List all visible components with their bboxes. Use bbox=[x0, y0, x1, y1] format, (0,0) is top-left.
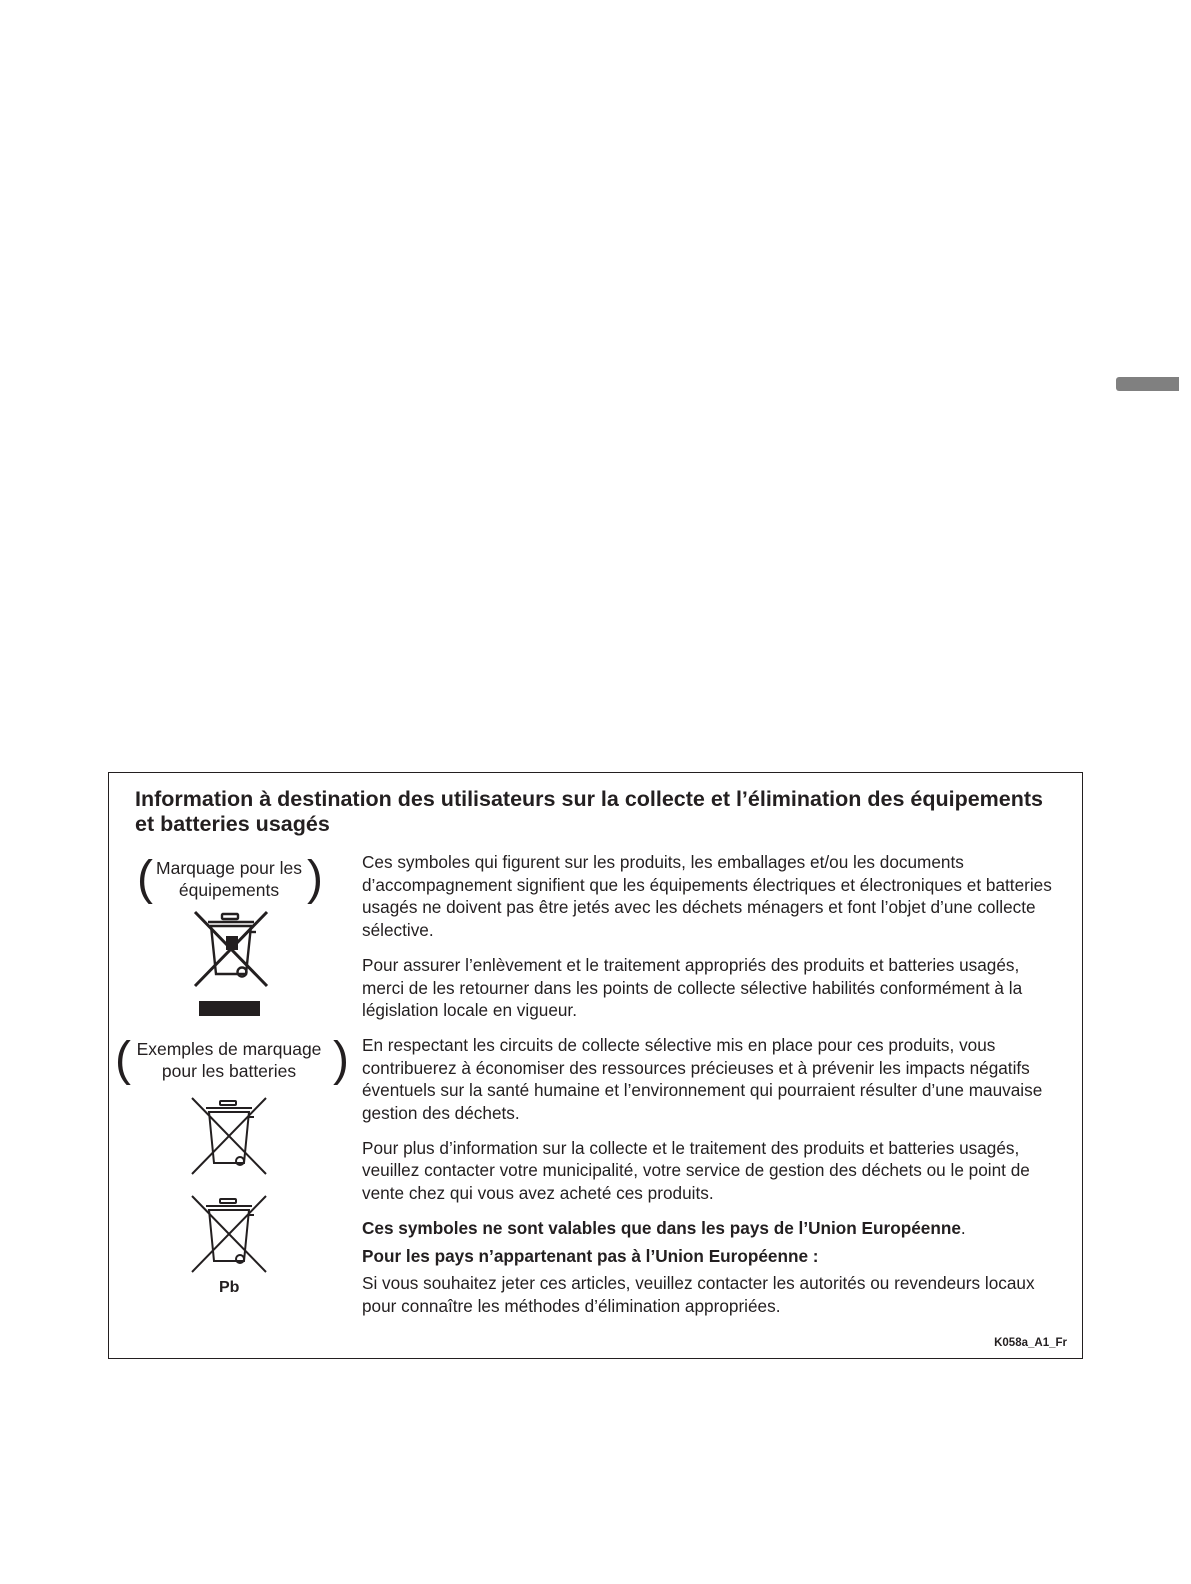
paragraph-symbols: Ces symboles qui figurent sur les produits, les emballages et/ou les documents d’accompagnement signifient que les équipements électriques et électroniques et batteries usagés ne doivent pas être jetés avec les déchets ménagers et font l’objet d’une collecte sélective. bbox=[362, 852, 1052, 941]
separate-collection-bar bbox=[199, 1001, 260, 1016]
weee-notice-box bbox=[108, 772, 1083, 1359]
eu-only-period: . bbox=[960, 1217, 966, 1238]
paragraph-disposal: Pour assurer l’enlèvement et le traitement appropriés des produits et batteries usagés, merci de les retourner dans les points de collecte sélective habilités conformément à la législation locale en vigueur. bbox=[362, 954, 1023, 1021]
close-paren-icon: ) bbox=[307, 852, 323, 905]
crossed-bin-pb-icon bbox=[189, 1193, 269, 1275]
crossed-bin-icon bbox=[191, 908, 271, 990]
section-tab bbox=[1116, 377, 1179, 391]
non-eu-text: Si vous souhaitez jeter ces articles, veuillez contacter les autorités ou revendeurs locaux pour connaître les méthodes d’élimination appropriées. bbox=[362, 1273, 1035, 1316]
symbols-column bbox=[109, 773, 359, 1358]
non-eu-heading: Pour les pays n’appartenant pas à l’Union Européenne : bbox=[362, 1245, 819, 1266]
battery-caption-text: Exemples de marquage pour les batteries bbox=[136, 1039, 322, 1081]
paragraph-benefits: En respectant les circuits de collecte sélective mis en place pour ces produits, vous contribuerez à économiser des ressources précieuses et à prévenir les impacts négatifs éventuels sur la santé humaine et l’environnement qui pourraient résulter d’une mauvaise gestion des déchets. bbox=[362, 1034, 1043, 1124]
close-paren-icon: ) bbox=[333, 1033, 349, 1086]
open-paren-icon: ( bbox=[137, 852, 153, 905]
pb-label: Pb bbox=[219, 1279, 240, 1296]
notice-title: Information à destination des utilisateurs sur la collecte et l’élimination des équipements et batteries usagés bbox=[135, 787, 1043, 836]
eu-only-bold: Ces symboles ne sont valables que dans les pays de l’Union Européenne bbox=[362, 1217, 961, 1238]
equipment-caption bbox=[109, 852, 349, 905]
battery-caption bbox=[109, 1033, 349, 1086]
open-paren-icon: ( bbox=[115, 1033, 131, 1086]
eu-only-note bbox=[362, 1217, 1062, 1240]
reference-code: K058a_A1_Fr bbox=[994, 1337, 1067, 1349]
notice-body bbox=[362, 851, 1062, 1330]
crossed-bin-icon bbox=[189, 1095, 269, 1177]
equipment-caption-text: Marquage pour les équipements bbox=[156, 858, 302, 900]
paragraph-contact: Pour plus d’information sur la collecte et le traitement des produits et batteries usagés, veuillez contacter votre municipalité, votre service de gestion des déchets ou le point de vente chez qui vous avez acheté ces produits. bbox=[362, 1137, 1030, 1204]
